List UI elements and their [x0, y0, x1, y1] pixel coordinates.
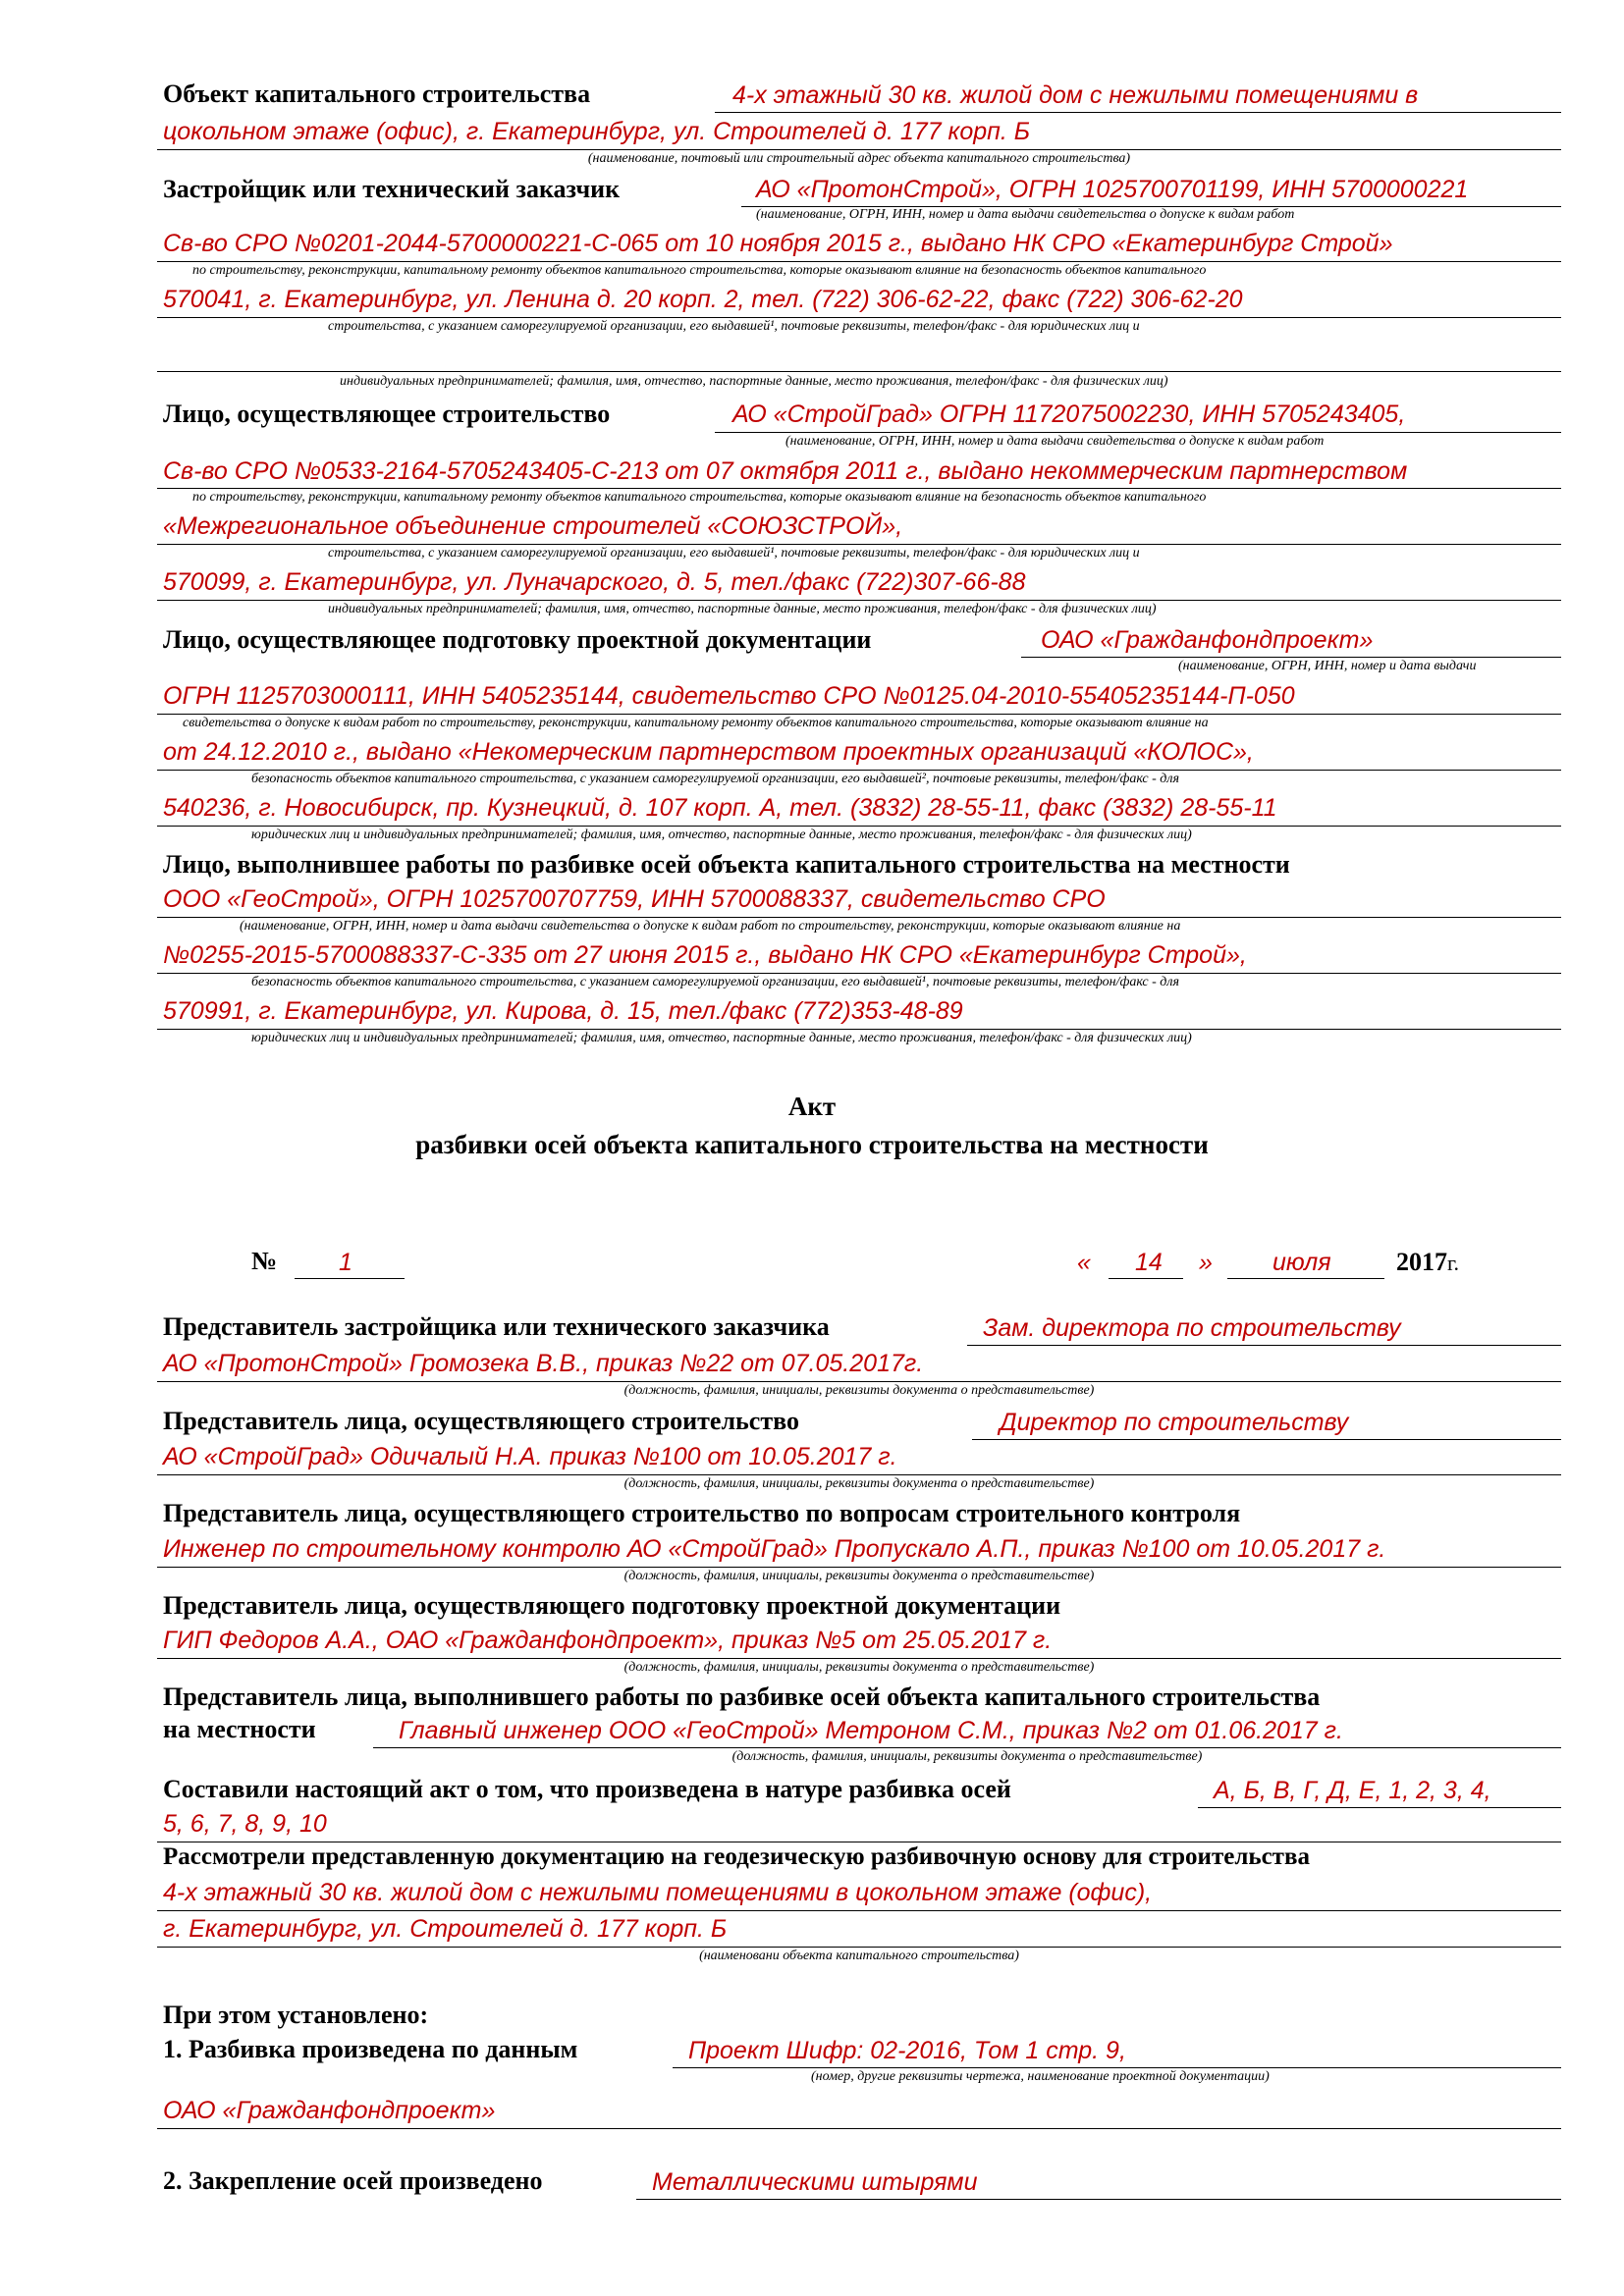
developer-hint-1: (наименование, ОГРН, ИНН, номер и дата выдачи свидетельства о допуске к видам работ — [756, 207, 1295, 222]
surveyor-value-line1: ООО «ГеоСтрой», ОГРН 1025700707759, ИНН 5700088337, свидетельство СРО — [163, 885, 1106, 913]
surveyor-line-3 — [157, 1029, 1561, 1030]
rep-control-label: Представитель лица, осуществляющего строительство по вопросам строительного контроля — [163, 1499, 1241, 1527]
builder-line-3 — [157, 544, 1561, 545]
act-subtitle: разбивки осей объекта капитального строительства на местности — [415, 1130, 1209, 1159]
axes-label: Составили настоящий акт о том, что произведена в натуре разбивка осей — [163, 1775, 1011, 1803]
rep-designer-hint: (должность, фамилия, инициалы, реквизиты документа о представительстве) — [623, 1660, 1095, 1675]
date-year-suffix: г. — [1447, 1251, 1460, 1275]
designer-value-line2: ОГРН 1125703000111, ИНН 5405235144, свидетельство СРО №0125.04-2010-55405235144-П-050 — [163, 682, 1295, 710]
designer-hint-3: безопасность объектов капитального строительства, с указанием саморегулируемой организации, его выдавшей², почтовые реквизиты, телефон/факс - для — [251, 772, 1179, 786]
designer-line-1 — [1021, 657, 1561, 658]
builder-line-2 — [157, 488, 1561, 489]
surveyor-label: Лицо, выполнившее работы по разбивке осей объекта капитального строительства на местности — [163, 850, 1290, 879]
surveyor-hint-3: юридических лиц и индивидуальных предпринимателей; фамилия, имя, отчество, паспортные данные, место проживания, телефон/факс - для физических лиц) — [251, 1031, 1192, 1045]
docs-line-2 — [157, 1947, 1561, 1948]
builder-hint-2: по строительству, реконструкции, капитальному ремонту объектов капитального строительства, которые оказывают влияние на безопасность объектов капитального — [192, 490, 1207, 505]
rep-builder-line-1 — [972, 1439, 1561, 1440]
designer-line-2 — [157, 714, 1561, 715]
developer-value-line3: 570041, г. Екатеринбург, ул. Ленина д. 20 корп. 2, тел. (722) 306-62-22, факс (722) 306-62-20 — [163, 286, 1243, 313]
rep-surveyor-line — [373, 1747, 1561, 1748]
builder-label: Лицо, осуществляющее строительство — [163, 400, 611, 428]
rep-surveyor-label-line2: на местности — [163, 1715, 316, 1743]
item2-line — [636, 2199, 1561, 2200]
rep-developer-line-1 — [967, 1345, 1561, 1346]
date-day: 14 — [1135, 1249, 1163, 1276]
surveyor-hint-2: безопасность объектов капитального строительства, с указанием саморегулируемой организации, его выдавшей¹, почтовые реквизиты, телефон/факс - для — [251, 975, 1179, 989]
surveyor-hint-1: (наименование, ОГРН, ИНН, номер и дата выдачи свидетельства о допуске к видам работ по строительству, реконструкции, которые оказывают влияние на — [240, 919, 1181, 934]
builder-hint-3: строительства, с указанием саморегулируемой организации, его выдавшей¹, почтовые реквизиты, телефон/факс - для юридических лиц и — [328, 546, 1140, 561]
developer-hint-3: строительства, с указанием саморегулируемой организации, его выдавшей¹, почтовые реквизиты, телефон/факс - для юридических лиц и — [328, 319, 1140, 334]
axes-line-1 — [1198, 1807, 1561, 1808]
rep-builder-value-line1: Директор по строительству — [1000, 1409, 1349, 1436]
rep-designer-line — [157, 1658, 1561, 1659]
date-quote-close: » — [1199, 1249, 1213, 1276]
surveyor-value-line3: 570991, г. Екатеринбург, ул. Кирова, д. 15, тел./факс (772)353-48-89 — [163, 997, 963, 1025]
object-line-1 — [715, 112, 1561, 113]
item1-label: 1. Разбивка произведена по данным — [163, 2035, 578, 2063]
designer-value-line1: ОАО «Гражданфондпроект» — [1041, 626, 1374, 654]
builder-value-line3: «Межрегиональное объединение строителей «СОЮЗСТРОЙ», — [163, 512, 903, 540]
surveyor-value-line2: №0255-2015-5700088337-С-335 от 27 июня 2015 г., выдано НК СРО «Екатеринбург Строй», — [163, 941, 1247, 969]
axes-value-line1: А, Б, В, Г, Д, Е, 1, 2, 3, 4, — [1214, 1777, 1491, 1804]
rep-control-hint: (должность, фамилия, инициалы, реквизиты документа о представительстве) — [623, 1569, 1095, 1583]
item1-value-line2: ОАО «Гражданфондпроект» — [163, 2097, 496, 2124]
builder-value-line4: 570099, г. Екатеринбург, ул. Луначарского, д. 5, тел./факс (722)307-66-88 — [163, 568, 1026, 596]
rep-developer-value-line1: Зам. директора по строительству — [983, 1314, 1401, 1342]
rep-surveyor-hint: (должность, фамилия, инициалы, реквизиты документа о представительстве) — [731, 1749, 1203, 1764]
builder-value-line2: Св-во СРО №0533-2164-5705243405-С-213 от 07 октября 2011 г., выдано некоммерческим партнерством — [163, 457, 1408, 485]
docs-value-line1: 4-х этажный 30 кв. жилой дом с нежилыми помещениями в цокольном этаже (офис), — [163, 1879, 1153, 1906]
designer-value-line3: от 24.12.2010 г., выдано «Некомерческим партнерством проектных организаций «КОЛОС», — [163, 738, 1254, 766]
rep-builder-line-2 — [157, 1474, 1561, 1475]
item1-hint: (номер, другие реквизиты чертежа, наименование проектной документации) — [811, 2069, 1270, 2084]
surveyor-line-1 — [157, 917, 1561, 918]
act-number-label: № — [251, 1247, 278, 1275]
date-month: июля — [1272, 1249, 1331, 1276]
rep-builder-label: Представитель лица, осуществляющего строительство — [163, 1407, 799, 1435]
developer-line-2 — [157, 261, 1561, 262]
builder-value-line1: АО «СтройГрад» ОГРН 1172075002230, ИНН 5705243405, — [732, 400, 1406, 428]
designer-hint-1: (наименование, ОГРН, ИНН, номер и дата выдачи — [1178, 659, 1477, 673]
item1-line-1 — [673, 2067, 1561, 2068]
designer-line-3 — [157, 770, 1561, 771]
date-year: 2017г. — [1396, 1248, 1460, 1276]
designer-line-4 — [157, 826, 1561, 827]
designer-hint-2: свидетельства о допуске к видам работ по строительству, реконструкции, капитальному ремонту объектов капитального строительства, которые оказывают влияние на — [183, 716, 1209, 730]
rep-surveyor-value: Главный инженер ООО «ГеоСтрой» Метроном С.М., приказ №2 от 01.06.2017 г. — [399, 1717, 1343, 1744]
rep-developer-hint: (должность, фамилия, инициалы, реквизиты документа о представительстве) — [623, 1383, 1095, 1398]
designer-label: Лицо, осуществляющее подготовку проектной документации — [163, 625, 872, 654]
object-value-line1: 4-х этажный 30 кв. жилой дом с нежилыми помещениями в — [732, 81, 1419, 109]
act-number-line — [295, 1278, 405, 1279]
rep-control-value: Инженер по строительному контролю АО «СтройГрад» Пропускало А.П., приказ №100 от 10.05.2017 г. — [163, 1535, 1386, 1563]
developer-label: Застройщик или технический заказчик — [163, 175, 621, 203]
designer-hint-4: юридических лиц и индивидуальных предпринимателей; фамилия, имя, отчество, паспортные данные, место проживания, телефон/факс - для физических лиц) — [251, 828, 1192, 842]
object-hint: (наименование, почтовый или строительный адрес объекта капитального строительства) — [587, 151, 1131, 166]
developer-hint-2: по строительству, реконструкции, капитальному ремонту объектов капитального строительства, которые оказывают влияние на безопасность объектов капитального — [192, 263, 1207, 278]
date-quote-open: « — [1077, 1249, 1091, 1276]
rep-surveyor-label-line1: Представитель лица, выполнившего работы по разбивке осей объекта капитального строительства — [163, 1682, 1321, 1711]
builder-line-1 — [715, 432, 1561, 433]
developer-hint-4: индивидуальных предпринимателей; фамилия, имя, отчество, паспортные данные, место проживания, телефон/факс - для физических лиц) — [340, 374, 1168, 389]
rep-builder-value-line2: АО «СтройГрад» Одичалый Н.А. приказ №100 от 10.05.2017 г. — [163, 1443, 897, 1470]
object-line-2 — [157, 149, 1561, 150]
object-label: Объект капитального строительства — [163, 80, 591, 108]
surveyor-line-2 — [157, 973, 1561, 974]
builder-hint-1: (наименование, ОГРН, ИНН, номер и дата выдачи свидетельства о допуске к видам работ — [785, 434, 1325, 449]
rep-developer-value-line2: АО «ПротонСтрой» Громозека В.В., приказ №22 от 07.05.2017г. — [163, 1350, 924, 1377]
rep-developer-label: Представитель застройщика или технического заказчика — [163, 1312, 830, 1341]
docs-line-1 — [157, 1910, 1561, 1911]
axes-value-line2: 5, 6, 7, 8, 9, 10 — [163, 1810, 327, 1838]
rep-developer-line-2 — [157, 1381, 1561, 1382]
date-day-line — [1109, 1278, 1183, 1279]
item2-label: 2. Закрепление осей произведено — [163, 2166, 543, 2195]
builder-line-4 — [157, 600, 1561, 601]
item1-line-2 — [157, 2128, 1561, 2129]
developer-line-4 — [157, 371, 1561, 372]
rep-builder-hint: (должность, фамилия, инициалы, реквизиты документа о представительстве) — [623, 1476, 1095, 1491]
rep-control-line — [157, 1567, 1561, 1568]
item2-value: Металлическими штырями — [652, 2168, 978, 2196]
act-number-value: 1 — [339, 1249, 352, 1276]
established-label: При этом установлено: — [163, 2001, 429, 2029]
item1-value-line1: Проект Шифр: 02-2016, Том 1 стр. 9, — [688, 2037, 1126, 2064]
developer-value-line1: АО «ПротонСтрой», ОГРН 1025700701199, ИНН 5700000221 — [756, 176, 1469, 203]
developer-line-3 — [157, 317, 1561, 318]
developer-value-line2: Св-во СРО №0201-2044-5700000221-С-065 от 10 ноября 2015 г., выдано НК СРО «Екатеринбург Строй» — [163, 230, 1393, 257]
date-month-line — [1227, 1278, 1384, 1279]
rep-designer-value: ГИП Федоров А.А., ОАО «Гражданфондпроект», приказ №5 от 25.05.2017 г. — [163, 1627, 1053, 1654]
docs-label: Рассмотрели представленную документацию на геодезическую разбивочную основу для строительства — [163, 1843, 1310, 1870]
object-value-line2: цокольном этаже (офис), г. Екатеринбург, ул. Строителей д. 177 корп. Б — [163, 118, 1031, 145]
designer-value-line4: 540236, г. Новосибирск, пр. Кузнецкий, д. 107 корп. А, тел. (3832) 28-55-11, факс (3832) 28-55-11 — [163, 794, 1277, 822]
docs-value-line2: г. Екатеринбург, ул. Строителей д. 177 корп. Б — [163, 1915, 728, 1943]
docs-hint: (наименовани объекта капитального строительства) — [699, 1949, 1019, 1963]
rep-designer-label: Представитель лица, осуществляющего подготовку проектной документации — [163, 1591, 1061, 1620]
act-title: Акт — [787, 1092, 837, 1121]
builder-hint-4: индивидуальных предпринимателей; фамилия, имя, отчество, паспортные данные, место проживания, телефон/факс - для физических лиц) — [328, 602, 1157, 616]
